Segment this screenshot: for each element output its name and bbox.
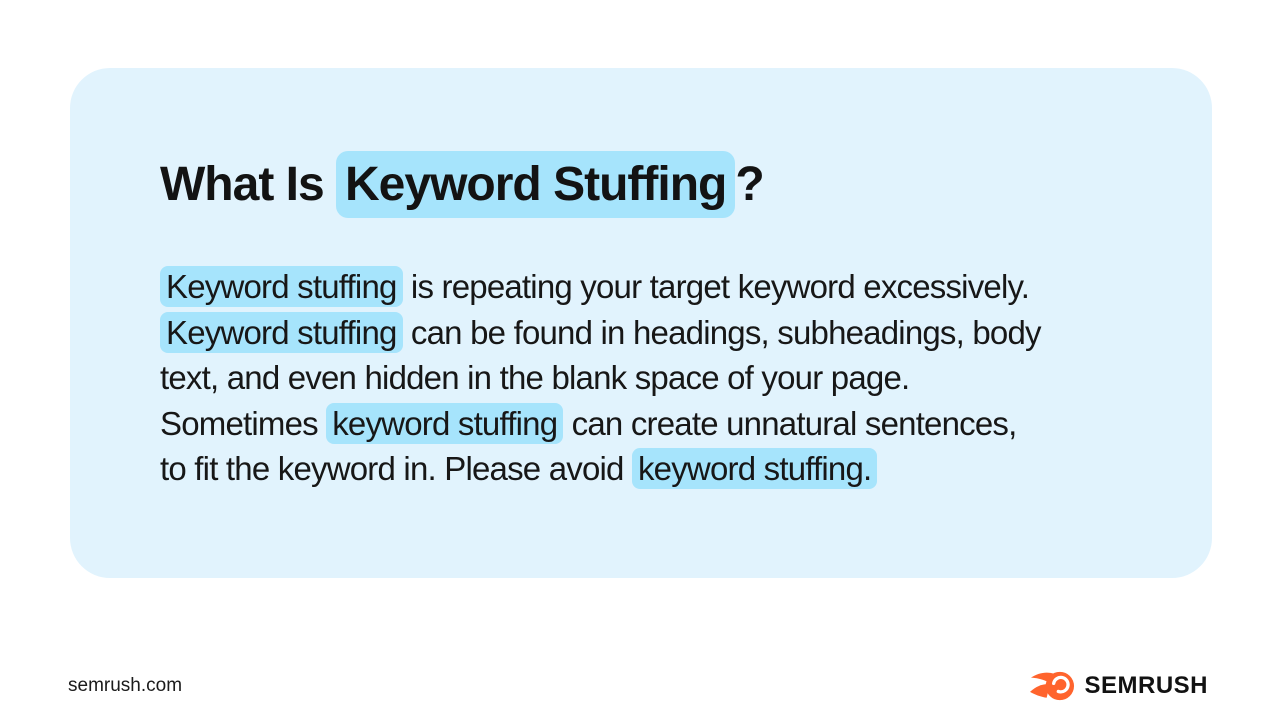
semrush-logo xyxy=(1030,670,1208,702)
body-text-segment: to fit the keyword in. Please avoid xyxy=(160,450,632,487)
body-paragraph xyxy=(160,264,1041,492)
title-highlight: Keyword Stuffing xyxy=(336,151,735,218)
body-text-segment: text, and even hidden in the blank space of your page. xyxy=(160,359,910,396)
body-text-segment: is repeating your target keyword excessively. xyxy=(402,268,1030,305)
body-text-segment: can create unnatural sentences, xyxy=(563,404,1017,442)
keyword-highlight: keyword stuffing xyxy=(326,403,563,444)
title-text-post: ? xyxy=(735,158,764,211)
body-text-segment: can be found in headings, subheadings, body xyxy=(402,313,1041,351)
footer-site-url: semrush.com xyxy=(68,675,183,696)
body-line xyxy=(160,446,1041,492)
keyword-highlight: Keyword stuffing xyxy=(160,266,403,307)
semrush-logo-text: SEMRUSH xyxy=(1084,672,1208,699)
body-line xyxy=(160,401,1041,447)
title-text-pre: What Is xyxy=(160,158,337,211)
body-line xyxy=(160,355,1041,401)
keyword-highlight: keyword stuffing. xyxy=(632,448,877,489)
info-card xyxy=(70,68,1212,578)
body-line xyxy=(160,264,1041,310)
keyword-highlight: Keyword stuffing xyxy=(160,312,403,353)
page-title xyxy=(160,150,764,220)
semrush-comet-icon xyxy=(1030,670,1075,702)
body-text-segment: Sometimes xyxy=(160,404,327,442)
body-line xyxy=(160,310,1041,356)
